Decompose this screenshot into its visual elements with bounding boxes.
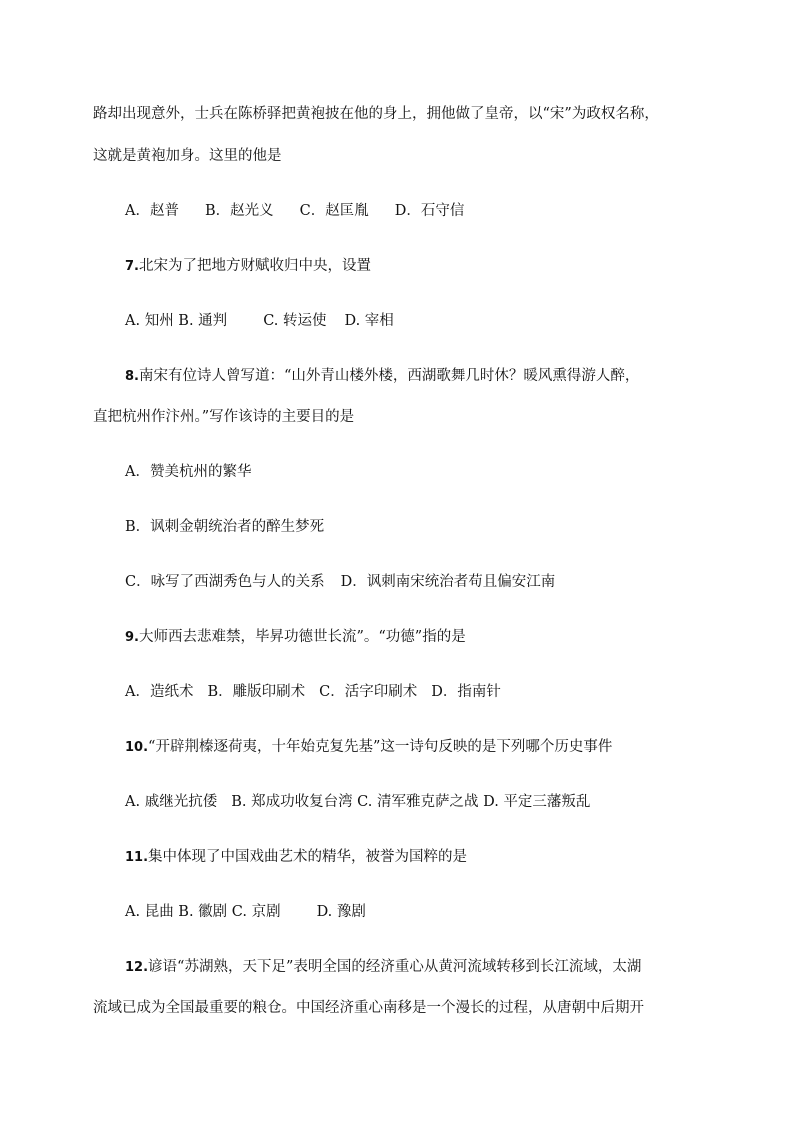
q11-options [125,902,366,922]
q7-options [125,311,394,331]
q8-stem-line-2: 直把杭州作汴州。”写作该诗的主要目的是 [93,409,355,425]
q9-text: 大师西去悲难禁，毕昇功德世长流”。“功德”指的是 [138,629,466,645]
q10-text: “开辟荆榛逐荷夷，十年始克复先基”这一诗句反映的是下列哪个历史事件 [148,739,613,755]
q7-number: 7. [125,259,139,274]
q8-option-b: B．讽刺金朝统治者的醉生梦死 [125,519,325,535]
q6-option-a: A．赵普 [125,203,179,219]
q9-number: 9. [125,630,139,645]
q9-option-b: B．雕版印刷术 [207,684,306,700]
q11-text: 集中体现了中国戏曲艺术的精华，被誉为国粹的是 [148,849,468,865]
q8-option-c: C．咏写了西湖秀色与人的关系 [125,574,325,590]
q9-option-d: D．指南针 [431,684,501,700]
q10-options [125,792,590,812]
q6-option-b: B．赵光义 [204,203,274,219]
q12-stem-line-2: 流域已成为全国最重要的粮仓。中国经济重心南移是一个漫长的过程，从唐朝中后期开 [93,1000,644,1016]
q8-option-d: D．讽刺南宋统治者苟且偏安江南 [340,574,556,590]
q11-option-abc: A. 昆曲 B. 徽剧 C. 京剧 [125,904,281,920]
q8-number: 8. [125,369,139,384]
q12-text-1: 谚语“苏湖熟，天下足”表明全国的经济重心从黄河流域转移到长江流域，太湖 [148,959,642,975]
q12-stem-line-1 [125,957,641,978]
q7-option-d: D. 宰相 [344,313,394,329]
q6-continuation-line-1: 路却出现意外，士兵在陈桥驿把黄袍披在他的身上，拥他做了皇帝，以“宋”为政权名称， [93,106,659,122]
q11-stem [125,847,467,868]
q11-number: 11. [125,850,149,865]
q7-stem [125,256,371,277]
q8-text-1: 南宋有位诗人曾写道：“山外青山楼外楼，西湖歌舞几时休？暖风熏得游人醉， [138,368,640,384]
q11-option-d: D. 豫剧 [316,904,366,920]
q6-options [125,201,464,221]
q10-stem [125,737,612,758]
q10-option-a: A. 戚继光抗倭 [125,794,218,810]
q10-number: 10. [125,740,149,755]
q10-option-bcd: B. 郑成功收复台湾 C. 清军雅克萨之战 D. 平定三藩叛乱 [231,794,591,810]
q9-options [125,682,501,702]
q8-stem-line-1 [125,366,639,387]
q9-option-a: A．造纸术 [125,684,194,700]
q9-stem [125,627,466,648]
q6-continuation-line-2: 这就是黄袍加身。这里的他是 [93,148,282,164]
q12-number: 12. [125,960,149,975]
q7-option-c: C. 转运使 [263,313,327,329]
q7-option-ab: A. 知州 B. 通判 [125,313,228,329]
q9-option-c: C．活字印刷术 [319,684,418,700]
q8-options-cd [125,572,555,592]
q6-option-d: D．石守信 [394,203,465,219]
q8-option-a: A．赞美杭州的繁华 [125,464,252,480]
q7-text: 北宋为了把地方财赋收归中央，设置 [138,258,371,274]
q6-option-c: C．赵匡胤 [299,203,369,219]
